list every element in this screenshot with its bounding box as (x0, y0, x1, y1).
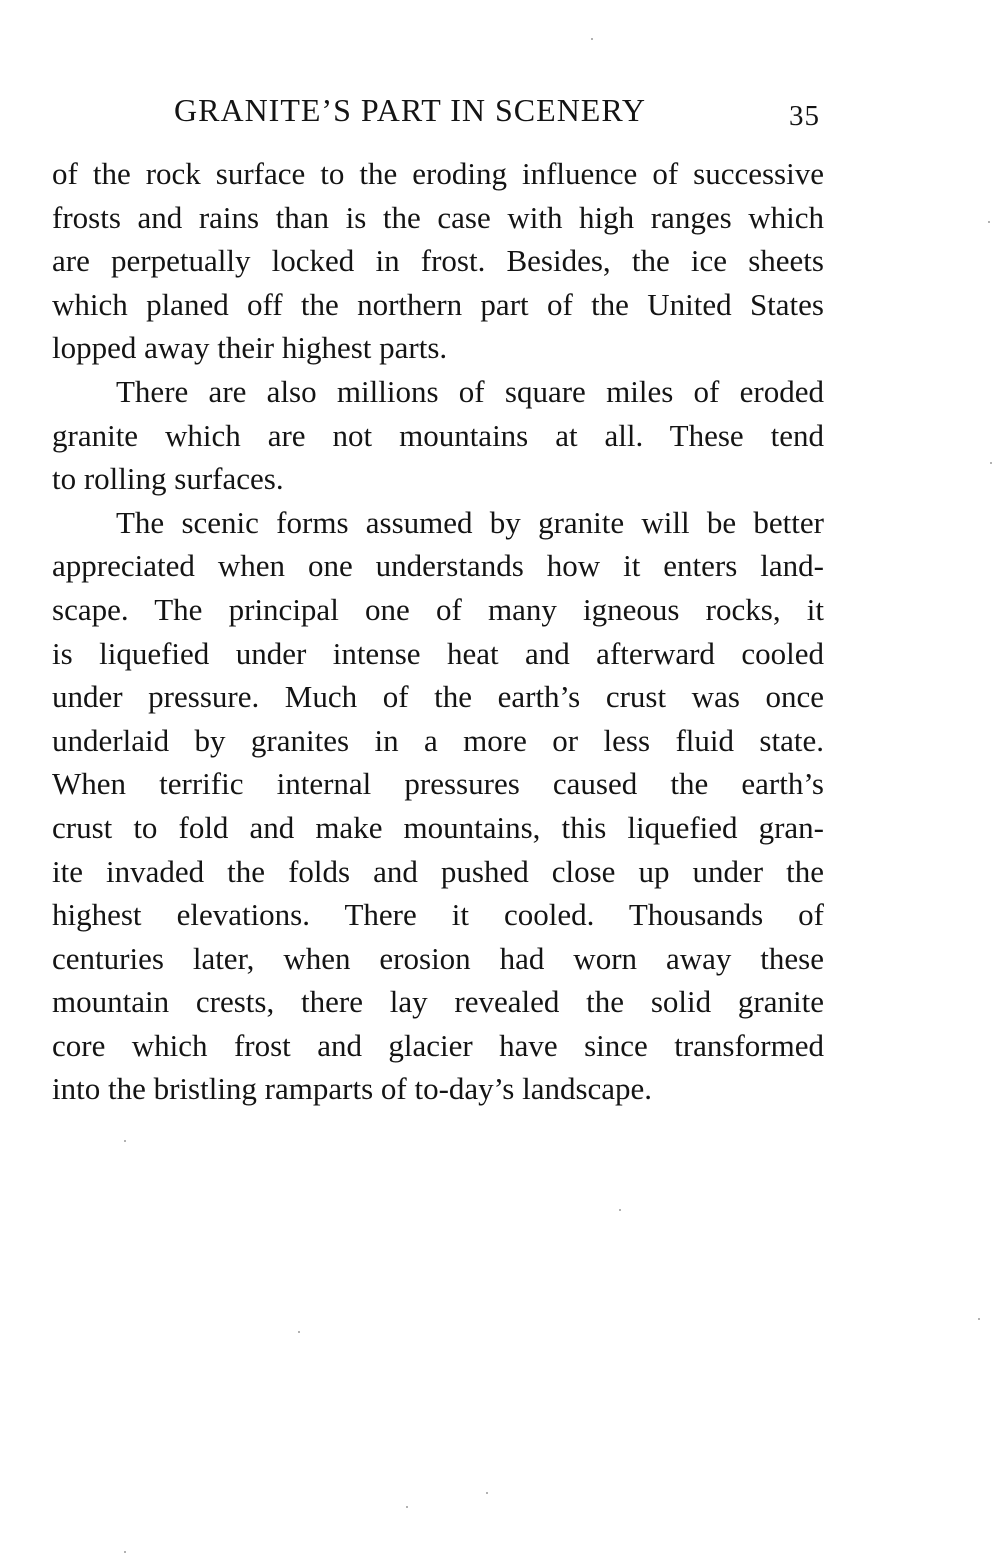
text-line: which planed off the northern part of the United States (52, 286, 824, 322)
scan-speck (124, 1140, 126, 1142)
scan-speck (978, 1318, 980, 1320)
text-line: under pressure. Much of the earth’s crust was once (52, 679, 824, 715)
scan-speck (990, 462, 992, 464)
text-line: core which frost and glacier have since transformed (52, 1027, 824, 1063)
text-line: of the rock surface to the eroding influence of successive (52, 156, 824, 191)
text-line: centuries later, when erosion had worn away these (52, 940, 824, 976)
text-line: to rolling surfaces. (52, 461, 284, 497)
scan-speck (406, 1506, 408, 1508)
text-line: The scenic forms assumed by granite will be better (116, 504, 824, 540)
running-header (52, 92, 822, 142)
text-line: ite invaded the folds and pushed close up under the (52, 853, 824, 889)
running-title: GRANITE’S PART IN SCENERY (174, 92, 647, 128)
text-line: lopped away their highest parts. (52, 330, 448, 366)
text-line: scape. The principal one of many igneous rocks, it (52, 591, 824, 627)
scan-speck (298, 1331, 300, 1333)
text-line: into the bristling ramparts of to-day’s landscape. (52, 1071, 653, 1107)
text-line: mountain crests, there lay revealed the solid granite (52, 984, 824, 1020)
text-line: frosts and rains than is the case with high ranges which (52, 199, 824, 235)
scan-speck (591, 38, 593, 40)
text-line: are perpetually locked in frost. Besides, the ice sheets (52, 243, 824, 279)
scan-speck (124, 1551, 126, 1553)
scan-speck (988, 221, 990, 223)
text-line: There are also millions of square miles of eroded (116, 373, 824, 409)
text-line: crust to fold and make mountains, this liquefied gran- (52, 809, 824, 845)
text-line: granite which are not mountains at all. These tend (52, 417, 824, 453)
text-line: When terrific internal pressures caused the earth’s (52, 766, 824, 802)
text-line: highest elevations. There it cooled. Thousands of (52, 897, 824, 933)
text-line: appreciated when one understands how it enters land- (52, 548, 824, 584)
page-number: 35 (789, 100, 820, 132)
scan-speck (486, 1492, 488, 1494)
text-line: underlaid by granites in a more or less fluid state. (52, 722, 824, 758)
text-line: is liquefied under intense heat and afterward cooled (52, 635, 824, 671)
scan-speck (619, 1209, 621, 1211)
page-body (52, 152, 824, 1111)
